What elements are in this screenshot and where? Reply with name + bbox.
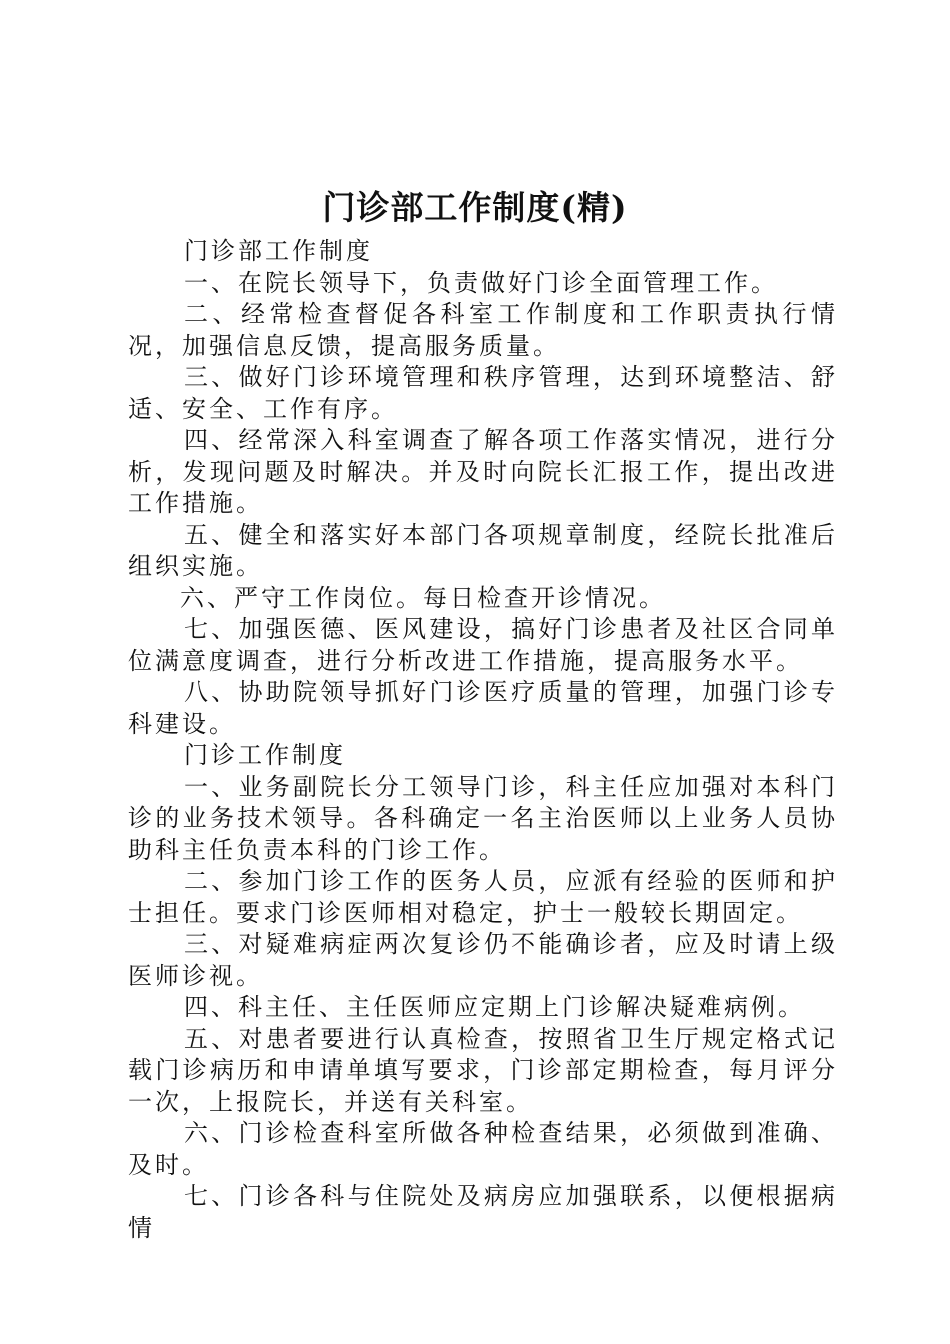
paragraph: 四、科主任、主任医师应定期上门诊解决疑难病例。 <box>184 993 805 1021</box>
document-title: 门诊部工作制度(精) <box>322 188 628 227</box>
paragraph: 六、严守工作岗位。每日检查开诊情况。 <box>180 583 666 612</box>
document-body <box>128 236 838 1244</box>
paragraph: 一、业务副院长分工领导门诊，科主任应加强对本科门诊的业务技术领导。各科确定一名主治医师以上业务人员协助科主任负责本科的门诊工作。 <box>128 772 838 864</box>
paragraph: 五、对患者要进行认真检查，按照省卫生厅规定格式记载门诊病历和申请单填写要求，门诊部定期检查，每月评分一次，上报院长，并送有关科室。 <box>128 1024 838 1116</box>
paragraph: 一、在院长领导下，负责做好门诊全面管理工作。 <box>184 268 778 297</box>
paragraph: 四、经常深入科室调查了解各项工作落实情况，进行分析，发现问题及时解决。并及时向院长汇报工作，提出改进工作措施。 <box>128 426 838 517</box>
paragraph: 二、参加门诊工作的医务人员，应派有经验的医师和护士担任。要求门诊医师相对稳定，护士一般较长期固定。 <box>128 867 838 927</box>
paragraph: 七、门诊各科与住院处及病房应加强联系，以便根据病情 <box>128 1182 838 1242</box>
paragraph: 三、做好门诊环境管理和秩序管理，达到环境整洁、舒适、安全、工作有序。 <box>128 363 838 423</box>
paragraph: 三、对疑难病症两次复诊仍不能确诊者，应及时请上级医师诊视。 <box>128 930 838 990</box>
paragraph: 六、门诊检查科室所做各种检查结果，必须做到准确、及时。 <box>128 1119 838 1179</box>
paragraph: 七、加强医德、医风建设，搞好门诊患者及社区合同单位满意度调查，进行分析改进工作措施，提高服务水平。 <box>128 615 838 675</box>
paragraph: 二、经常检查督促各科室工作制度和工作职责执行情况，加强信息反馈，提高服务质量。 <box>128 300 838 360</box>
paragraph: 八、协助院领导抓好门诊医疗质量的管理，加强门诊专科建设。 <box>128 678 838 738</box>
section-heading: 门诊部工作制度 <box>184 237 373 265</box>
paragraph: 五、健全和落实好本部门各项规章制度，经院长批准后组织实施。 <box>128 520 838 580</box>
section-heading: 门诊工作制度 <box>184 741 346 769</box>
